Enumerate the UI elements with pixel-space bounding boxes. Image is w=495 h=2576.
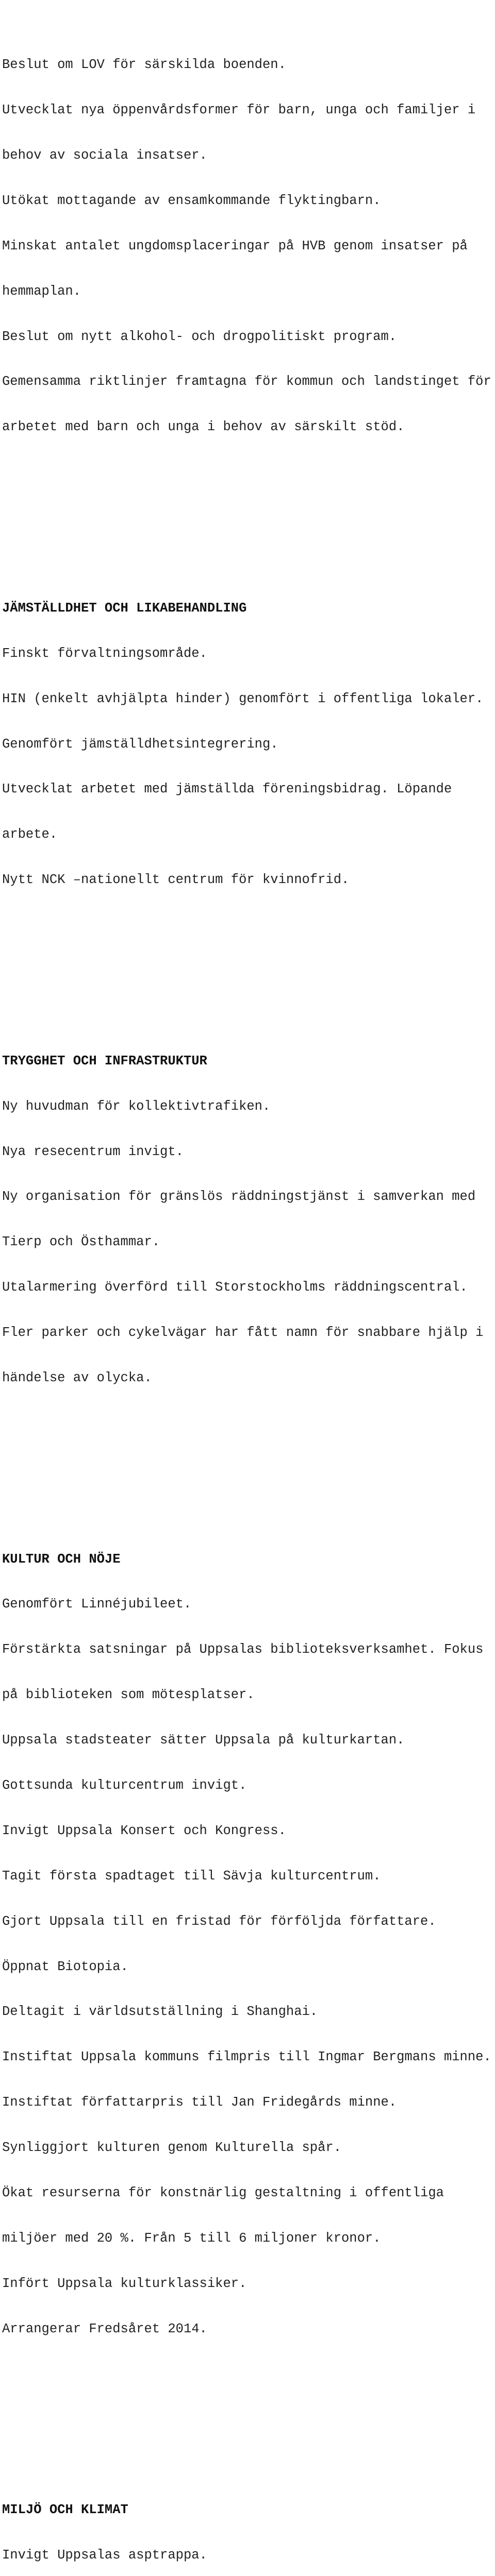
text-line: miljöer med 20 %. Från 5 till 6 miljoner kronor.: [2, 2230, 381, 2246]
text-line: Finskt förvaltningsområde.: [2, 646, 207, 661]
text-line: Öppnat Biotopia.: [2, 1959, 128, 1974]
text-line: Deltagit i världsutställning i Shanghai.: [2, 2004, 318, 2020]
text-line: Synliggjort kulturen genom Kulturella spår.: [2, 2140, 342, 2156]
text-line: Tagit första spadtaget till Sävja kulturcentrum.: [2, 1868, 381, 1884]
text-line: Utökat mottagande av ensamkommande flyktingbarn.: [2, 193, 381, 208]
text-line: Minskat antalet ungdomsplaceringar på HVB genom insatser på: [2, 238, 468, 253]
text-line: på biblioteken som mötesplatser.: [2, 1687, 255, 1703]
text-line: Tierp och Östhammar.: [2, 1234, 160, 1250]
text-line: Utalarmering överförd till Storstockholms räddningscentral.: [2, 1280, 468, 1295]
text-line: arbetet med barn och unga i behov av särskilt stöd.: [2, 419, 405, 435]
section-heading: JÄMSTÄLLDHET OCH LIKABEHANDLING: [2, 600, 247, 616]
section-heading: MILJÖ OCH KLIMAT: [2, 2502, 128, 2518]
section-miljo: [2, 2472, 495, 2576]
text-line: Gjort Uppsala till en fristad för förföljda författare.: [2, 1913, 436, 1929]
text-line: Invigt Uppsalas asptrappa.: [2, 2548, 207, 2563]
text-line: Nya resecentrum invigt.: [2, 1144, 184, 1159]
section-heading: TRYGGHET OCH INFRASTRUKTUR: [2, 1053, 207, 1069]
text-line: händelse av olycka.: [2, 1370, 152, 1386]
spacer: [2, 2412, 495, 2427]
spacer: [2, 510, 495, 525]
text-line: Fler parker och cykelvägar har fått namn för snabbare hjälp i: [2, 1325, 484, 1341]
text-line: Uppsala stadsteater sätter Uppsala på kulturkartan.: [2, 1733, 405, 1748]
text-line: Utvecklat arbetet med jämställda föreningsbidrag. Löpande: [2, 782, 452, 797]
spacer: [2, 963, 495, 978]
section-trygghet: [2, 1023, 495, 1416]
text-line: Ny huvudman för kollektivtrafiken.: [2, 1098, 271, 1114]
text-line: behov av sociala insatser.: [2, 147, 207, 163]
section-jamstalldhet: [2, 570, 495, 918]
text-line: Gottsunda kulturcentrum invigt.: [2, 1778, 247, 1793]
text-line: Förstärkta satsningar på Uppsalas biblioteksverksamhet. Fokus: [2, 1642, 484, 1657]
text-line: Arrangerar Fredsåret 2014.: [2, 2321, 207, 2336]
section-kultur: [2, 1521, 495, 2367]
intro-block: [2, 27, 495, 465]
text-line: Instiftat Uppsala kommuns filmpris till Ingmar Bergmans minne.: [2, 2049, 491, 2065]
text-line: Instiftat författarpris till Jan Fridegårds minne.: [2, 2095, 397, 2110]
text-line: Genomfört Linnéjubileet.: [2, 1597, 192, 1612]
text-line: Gemensamma riktlinjer framtagna för kommun och landstinget för: [2, 374, 491, 389]
text-line: Genomfört jämställdhetsintegrering.: [2, 736, 278, 752]
text-line: Beslut om LOV för särskilda boenden.: [2, 57, 286, 73]
text-line: Beslut om nytt alkohol- och drogpolitiskt program.: [2, 329, 397, 344]
spacer: [2, 1461, 495, 1476]
text-line: arbete.: [2, 827, 58, 842]
text-line: HIN (enkelt avhjälpta hinder) genomfört i offentliga lokaler.: [2, 691, 484, 706]
text-line: Utvecklat nya öppenvårdsformer för barn, unga och familjer i: [2, 103, 476, 118]
text-line: Ökat resurserna för konstnärlig gestaltning i offentliga: [2, 2185, 444, 2201]
text-line: Infört Uppsala kulturklassiker.: [2, 2276, 247, 2291]
text-line: hemmaplan.: [2, 283, 81, 299]
text-line: Invigt Uppsala Konsert och Kongress.: [2, 1823, 286, 1838]
text-line: Nytt NCK –nationellt centrum för kvinnofrid.: [2, 872, 350, 888]
document-page: [2, 0, 495, 2576]
section-heading: KULTUR OCH NÖJE: [2, 1551, 121, 1567]
text-line: Ny organisation för gränslös räddningstjänst i samverkan med: [2, 1189, 476, 1205]
